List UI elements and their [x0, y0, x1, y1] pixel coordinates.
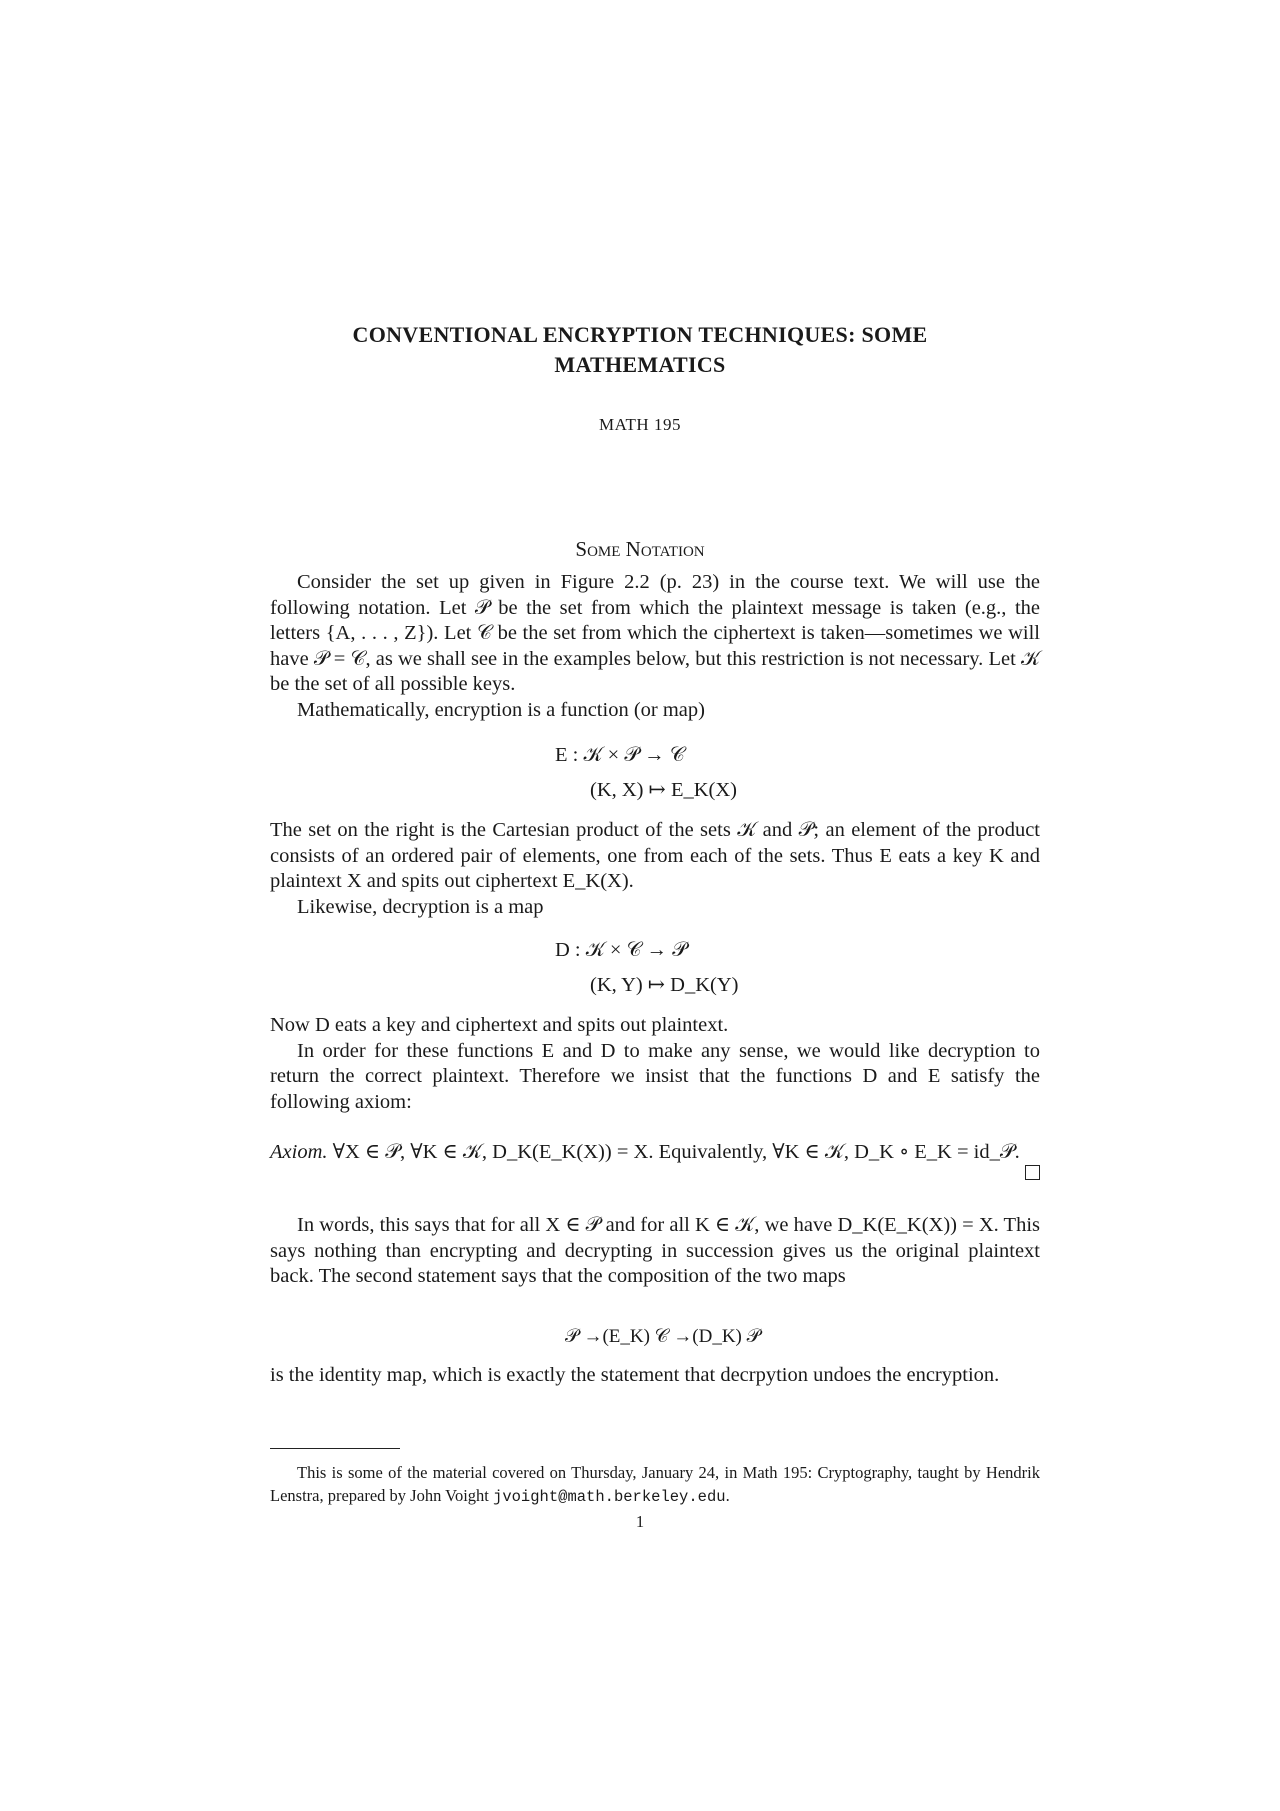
title-line-1: CONVENTIONAL ENCRYPTION TECHNIQUES: SOME [352, 322, 928, 347]
section-heading: Some Notation [575, 537, 705, 561]
paragraph-cartesian-product: The set on the right is the Cartesian product of the sets 𝒦 and 𝒫; an element of the product consists of an ordered pair of elements, one from each of the sets. Thus E eats a key K and plaintext X and spits out ciphertext E_K(X). [270, 819, 1040, 892]
paragraph-notation: Consider the set up given in Figure 2.2 (p. 23) in the course text. We will use the following notation. Let 𝒫 be the set from which the plaintext message is taken (e.g., the letters {A, . . . , Z}). Let 𝒞 be the set from which the ciphertext is taken—sometimes we will have 𝒫 = 𝒞, as we shall see in the examples below, but this restriction is not necessary. Let 𝒦 be the set of all possible keys. [270, 571, 1040, 695]
paper-title [0, 320, 1280, 380]
composition-map-diagram: 𝒫 →(E_K) 𝒞 →(D_K) 𝒫 [565, 1326, 761, 1347]
cartesian-paragraphs [270, 818, 1040, 920]
composition-paragraph [270, 1213, 1040, 1290]
course-label: MATH 195 [599, 415, 681, 434]
axiom-label: Axiom. [270, 1141, 328, 1163]
paragraph-decryption-intro: Likewise, decryption is a map [297, 895, 544, 918]
axiom-intro-paragraphs [270, 1013, 1040, 1115]
footnote-text: This is some of the material covered on Thursday, January 24, in Math 195: Cryptography, taught by Hendrik Lenstra, prepared by John Voight [270, 1463, 1040, 1505]
paragraph-identity-map: is the identity map, which is exactly the statement that decrpytion undoes the encryption. [270, 1364, 1000, 1386]
paragraph-in-words: In words, this says that for all X ∈ 𝒫 and for all K ∈ 𝒦, we have D_K(E_K(X)) = X. This says nothing than encrypting and decrypting in succession gives us the original plaintext back. The second statement says that the composition of the two maps [270, 1214, 1040, 1287]
page-number: 1 [635, 1512, 645, 1531]
footnote-email[interactable]: jvoight@math.berkeley.edu [493, 1488, 726, 1506]
paragraph-encryption-intro: Mathematically, encryption is a function (or map) [297, 698, 705, 721]
equation-decryption-rule: (K, Y) ↦ D_K(Y) [590, 974, 739, 996]
footnote-rule [270, 1448, 400, 1449]
qed-box-icon [1025, 1165, 1040, 1180]
paragraph-axiom-motivation: In order for these functions E and D to make any sense, we would like decryption to return the correct plaintext. Therefore we insist that the functions D and E satisfy the following axiom: [270, 1039, 1040, 1113]
title-line-2: MATHEMATICS [554, 352, 726, 377]
equation-encryption-map: E : 𝒦 × 𝒫 → 𝒞 [555, 744, 685, 766]
notation-paragraphs [270, 570, 1040, 723]
axiom-body: ∀X ∈ 𝒫, ∀K ∈ 𝒦, D_K(E_K(X)) = X. Equivalently, ∀K ∈ 𝒦, D_K ∘ E_K = id_𝒫. [332, 1141, 1020, 1163]
paragraph-d-eats: Now D eats a key and ciphertext and spits out plaintext. [270, 1014, 729, 1036]
equation-encryption-rule: (K, X) ↦ E_K(X) [590, 779, 737, 801]
equation-decryption-map: D : 𝒦 × 𝒞 → 𝒫 [555, 939, 688, 961]
identity-paragraph [270, 1363, 1040, 1389]
footnote: This is some of the material covered on Thursday, January 24, in Math 195: Cryptography, taught by Hendrik Lenstra, prepared by John Voight jvoight@math.berkeley.edu. [270, 1463, 1040, 1506]
axiom-statement [270, 1140, 1040, 1166]
